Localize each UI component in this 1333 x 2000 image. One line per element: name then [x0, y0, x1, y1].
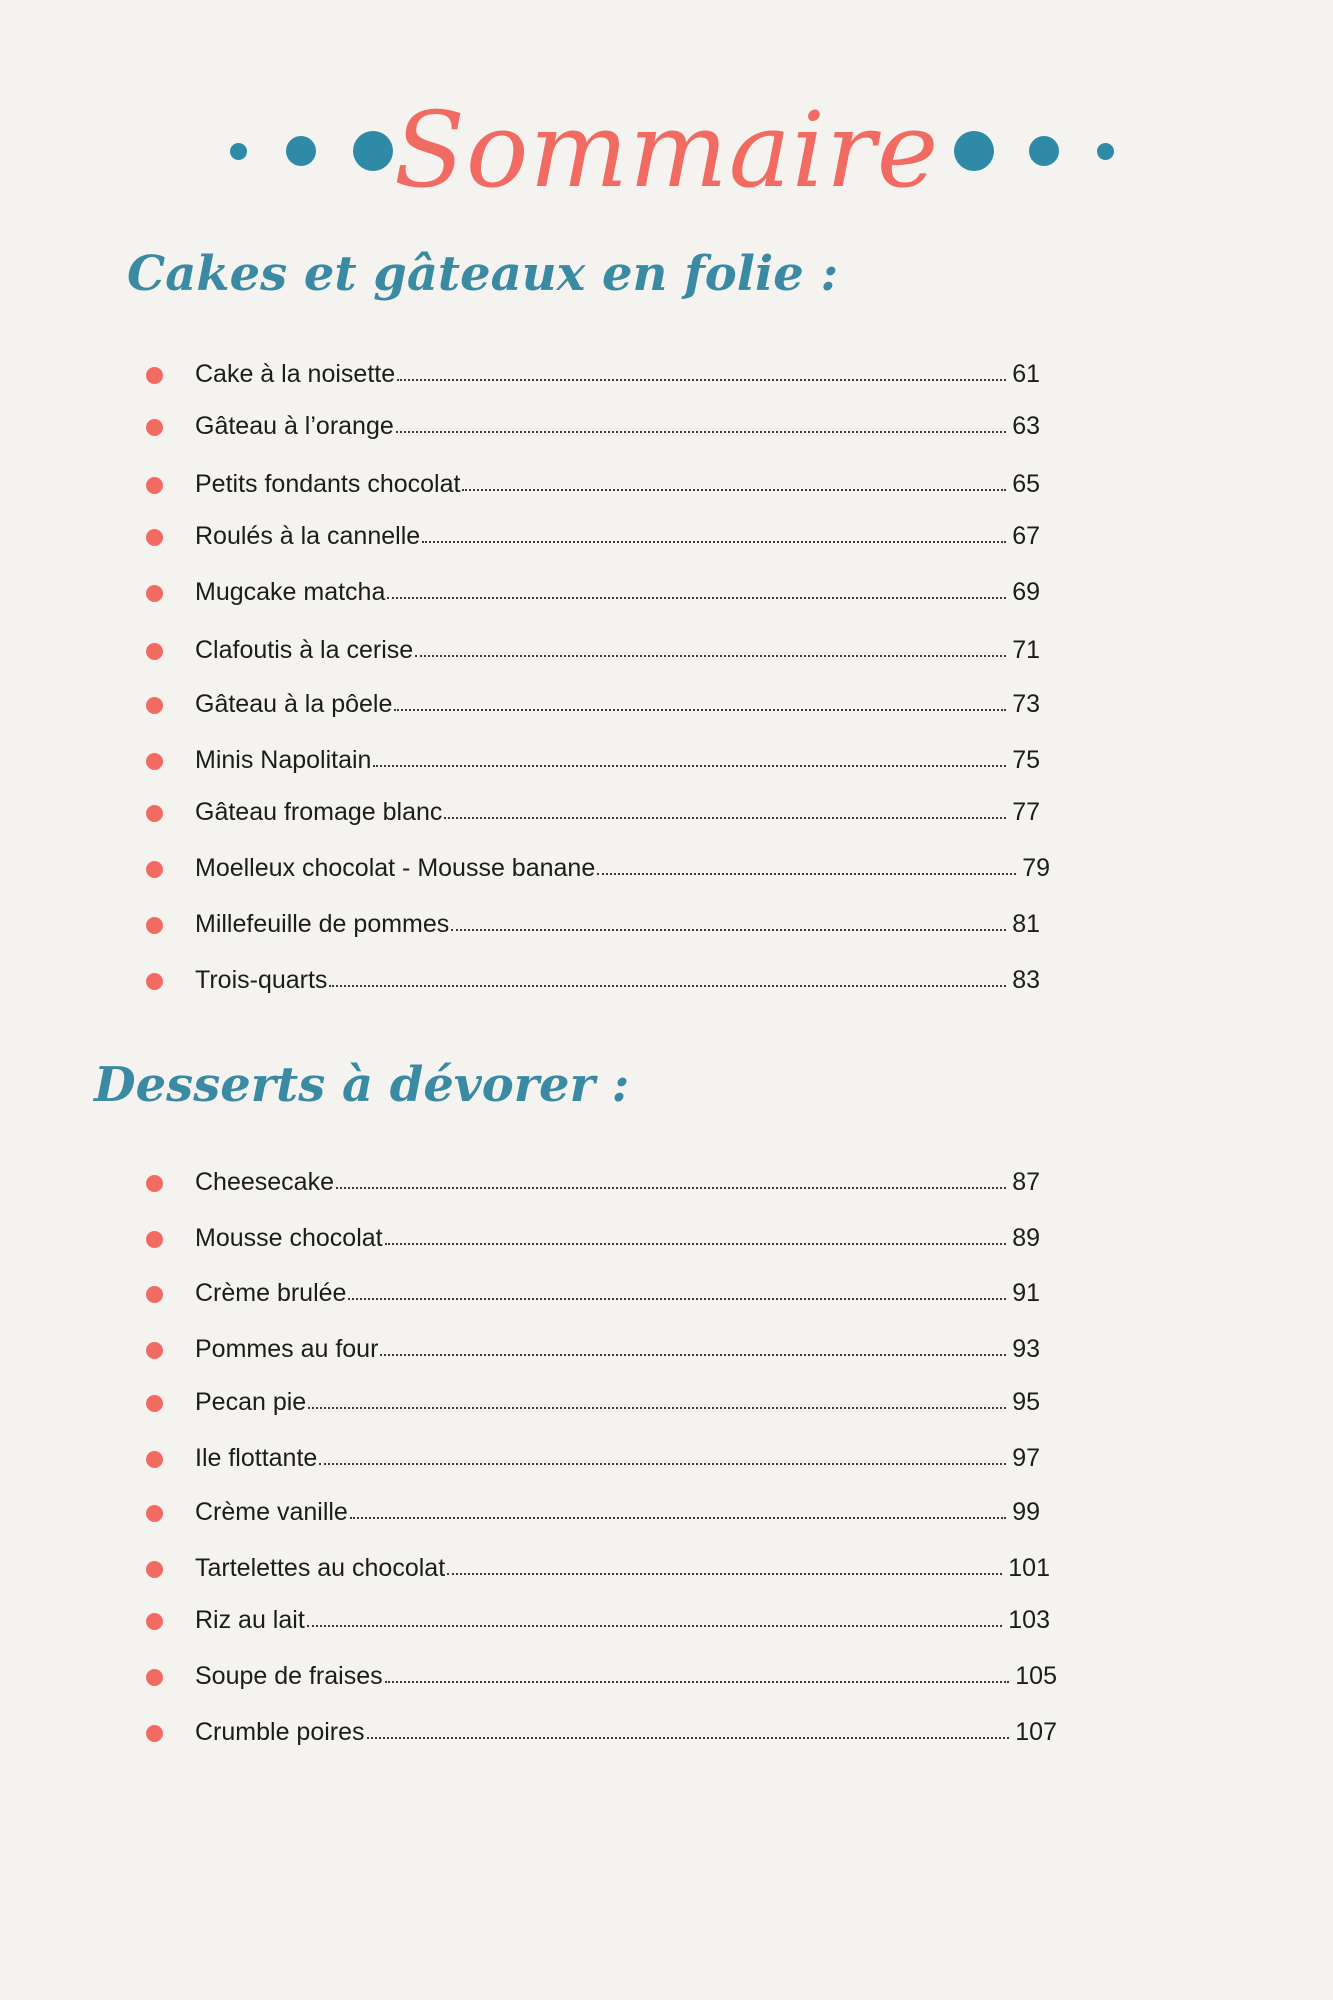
dot-leader [380, 1354, 1006, 1356]
toc-entry [195, 792, 1040, 832]
toc-entry [195, 464, 1040, 504]
toc-item[interactable] [146, 1382, 1040, 1422]
dot-leader [444, 817, 1006, 819]
toc-entry [195, 1492, 1040, 1532]
toc-item[interactable] [146, 904, 1040, 944]
entry-title: Gâteau à la pôele [195, 689, 393, 718]
dot-leader [385, 1681, 1010, 1683]
toc-item[interactable] [146, 1438, 1040, 1478]
toc-entry [195, 1382, 1040, 1422]
toc-item[interactable] [146, 1548, 1050, 1588]
bullet-icon [146, 419, 163, 436]
entry-title: Crème brulée [195, 1278, 347, 1307]
toc-entry [195, 904, 1040, 944]
dot-leader [336, 1187, 1006, 1189]
dot-leader [308, 1407, 1006, 1409]
dot-leader [415, 655, 1006, 657]
toc-entry [195, 516, 1040, 556]
small-dot-icon [1097, 143, 1114, 160]
bullet-icon [146, 529, 163, 546]
toc-entry [195, 740, 1040, 780]
toc-item[interactable] [146, 960, 1040, 1000]
entry-title: Cake à la noisette [195, 359, 396, 388]
section-heading-cakes: Cakes et gâteaux en folie : [127, 246, 839, 302]
toc-entry [195, 1162, 1040, 1202]
toc-entry [195, 630, 1040, 670]
bullet-icon [146, 1505, 163, 1522]
entry-title: Pecan pie [195, 1387, 307, 1416]
entry-title: Crumble poires [195, 1717, 365, 1746]
toc-entry [195, 848, 1050, 888]
dot-leader [367, 1737, 1010, 1739]
page-number: 67 [1012, 521, 1040, 550]
page-number: 101 [1008, 1553, 1050, 1582]
bullet-icon [146, 1286, 163, 1303]
toc-entry [195, 1712, 1057, 1752]
toc-item[interactable] [146, 1600, 1050, 1640]
toc-entry [195, 1218, 1040, 1258]
toc-entry [195, 1273, 1040, 1313]
toc-item[interactable] [146, 1712, 1057, 1752]
dot-leader [422, 541, 1006, 543]
dot-leader [350, 1517, 1006, 1519]
page-number: 87 [1012, 1167, 1040, 1196]
entry-title: Gâteau fromage blanc [195, 797, 443, 826]
dot-leader [307, 1625, 1003, 1627]
toc-entry [195, 1329, 1040, 1369]
dot-leader [385, 1243, 1007, 1245]
page-number: 79 [1022, 853, 1050, 882]
bullet-icon [146, 1561, 163, 1578]
page-number: 61 [1012, 359, 1040, 388]
dot-leader [462, 489, 1006, 491]
page-number: 93 [1012, 1334, 1040, 1363]
entry-title: Petits fondants chocolat [195, 469, 461, 498]
page-number: 89 [1012, 1223, 1040, 1252]
entry-title: Millefeuille de pommes [195, 909, 450, 938]
dot-leader [329, 985, 1006, 987]
bullet-icon [146, 1725, 163, 1742]
toc-item[interactable] [146, 406, 1040, 446]
dot-leader [451, 929, 1006, 931]
bullet-icon [146, 973, 163, 990]
bullet-icon [146, 697, 163, 714]
page-number: 95 [1012, 1387, 1040, 1416]
entry-title: Moelleux chocolat - Mousse banane [195, 853, 596, 882]
toc-item[interactable] [146, 1162, 1040, 1202]
entry-title: Roulés à la cannelle [195, 521, 421, 550]
page-number: 73 [1012, 689, 1040, 718]
bullet-icon [146, 585, 163, 602]
entry-title: Soupe de fraises [195, 1661, 383, 1690]
toc-entry [195, 572, 1040, 612]
bullet-icon [146, 1613, 163, 1630]
bullet-icon [146, 805, 163, 822]
bullet-icon [146, 917, 163, 934]
entry-title: Crème vanille [195, 1497, 348, 1526]
page-number: 71 [1012, 635, 1040, 664]
page-number: 103 [1008, 1605, 1050, 1634]
page-number: 75 [1012, 745, 1040, 774]
bullet-icon [146, 1669, 163, 1686]
entry-title: Ile flottante [195, 1443, 318, 1472]
page-number: 63 [1012, 411, 1040, 440]
entry-title: Minis Napolitain [195, 745, 372, 774]
page-number: 99 [1012, 1497, 1040, 1526]
entry-title: Mousse chocolat [195, 1223, 383, 1252]
dot-leader [447, 1573, 1002, 1575]
toc-entry [195, 684, 1040, 724]
toc-entry [195, 1548, 1050, 1588]
toc-item[interactable] [146, 630, 1040, 670]
toc-item[interactable] [146, 572, 1040, 612]
dot-leader [597, 873, 1016, 875]
dot-leader [348, 1298, 1006, 1300]
page-number: 91 [1012, 1278, 1040, 1307]
entry-title: Clafoutis à la cerise [195, 635, 414, 664]
bullet-icon [146, 367, 163, 384]
dot-leader [397, 379, 1006, 381]
page-number: 105 [1015, 1661, 1057, 1690]
toc-item[interactable] [146, 464, 1040, 504]
toc-item[interactable] [146, 684, 1040, 724]
entry-title: Cheesecake [195, 1167, 334, 1196]
bullet-icon [146, 1342, 163, 1359]
toc-item[interactable] [146, 1329, 1040, 1369]
bullet-icon [146, 753, 163, 770]
page-number: 69 [1012, 577, 1040, 606]
toc-item[interactable] [146, 516, 1040, 556]
toc-item[interactable] [146, 354, 1040, 394]
entry-title: Riz au lait [195, 1605, 305, 1634]
toc-entry [195, 406, 1040, 446]
page-number: 81 [1012, 909, 1040, 938]
entry-title: Gâteau à l’orange [195, 411, 394, 440]
dot-leader [319, 1463, 1006, 1465]
medium-dot-icon [1029, 136, 1059, 166]
bullet-icon [146, 1395, 163, 1412]
toc-item[interactable] [146, 1218, 1040, 1258]
header [0, 75, 1333, 225]
dot-leader [373, 765, 1006, 767]
toc-item[interactable] [146, 792, 1040, 832]
page-number: 97 [1012, 1443, 1040, 1472]
toc-entry [195, 1656, 1057, 1696]
entry-title: Tartelettes au chocolat [195, 1553, 446, 1582]
bullet-icon [146, 477, 163, 494]
toc-item[interactable] [146, 1273, 1040, 1313]
bullet-icon [146, 643, 163, 660]
toc-entry [195, 354, 1040, 394]
page-title: Sommaire [393, 89, 940, 211]
dot-leader [394, 709, 1006, 711]
toc-item[interactable] [146, 848, 1050, 888]
dot-leader [396, 431, 1006, 433]
entry-title: Trois-quarts [195, 965, 328, 994]
dot-leader [387, 597, 1006, 599]
toc-item[interactable] [146, 740, 1040, 780]
large-dot-icon [954, 131, 994, 171]
bullet-icon [146, 861, 163, 878]
toc-entry [195, 1438, 1040, 1478]
page-number: 107 [1015, 1717, 1057, 1746]
toc-entry [195, 1600, 1050, 1640]
toc-item[interactable] [146, 1492, 1040, 1532]
entry-title: Mugcake matcha [195, 577, 386, 606]
page-number: 83 [1012, 965, 1040, 994]
bullet-icon [146, 1451, 163, 1468]
toc-item[interactable] [146, 1656, 1057, 1696]
bullet-icon [146, 1231, 163, 1248]
entry-title: Pommes au four [195, 1334, 379, 1363]
bullet-icon [146, 1175, 163, 1192]
page-number: 77 [1012, 797, 1040, 826]
page-number: 65 [1012, 469, 1040, 498]
toc-entry [195, 960, 1040, 1000]
section-heading-desserts: Desserts à dévorer : [94, 1057, 630, 1113]
